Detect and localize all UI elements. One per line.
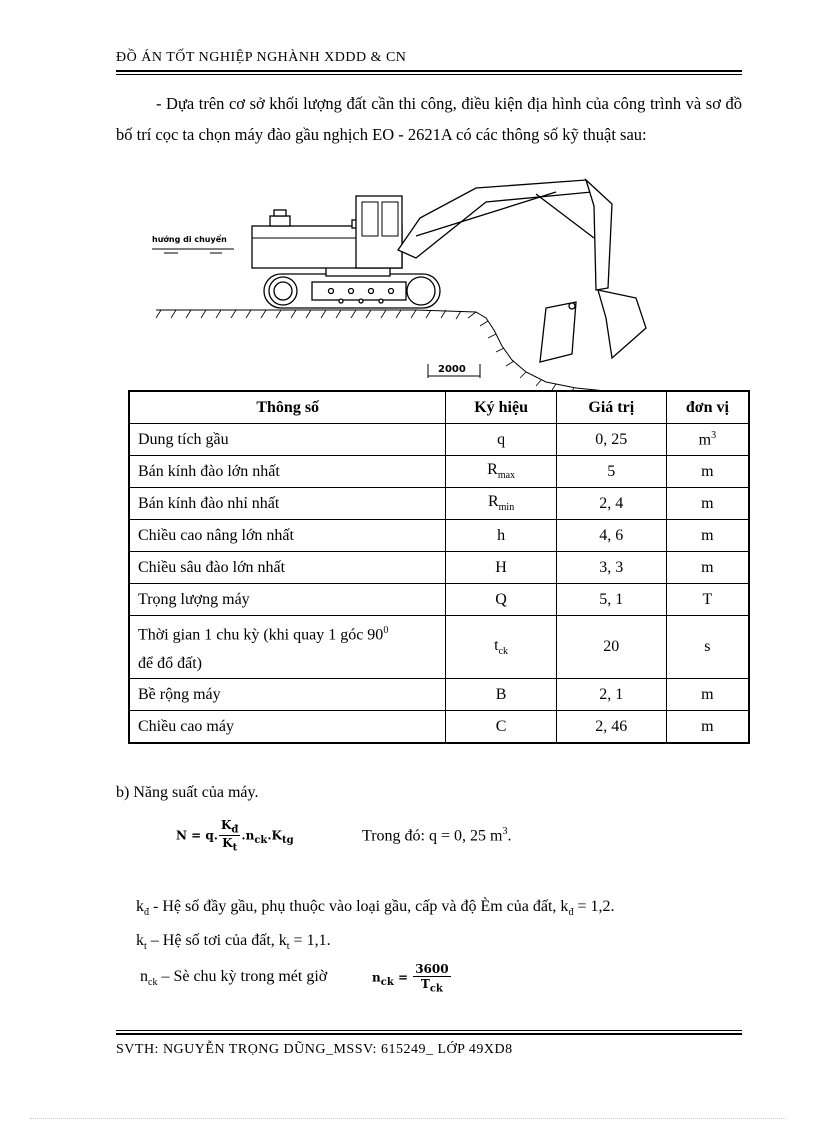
param-symbol: Q	[446, 584, 556, 616]
table-row	[129, 616, 749, 679]
param-symbol: B	[446, 679, 556, 711]
param-value: 5, 1	[556, 584, 666, 616]
table-row	[129, 456, 749, 488]
productivity-formula: N = q. $\frac{K_đ}{K_t}$ $.n_{ck}.K_{tg}$	[176, 818, 294, 854]
param-unit: T	[666, 584, 749, 616]
table-row	[129, 711, 749, 744]
header-symbol: Ký hiệu	[446, 391, 556, 424]
dimension-label: 2000	[438, 364, 466, 375]
param-unit: m	[666, 711, 749, 744]
formula-where: Trong đó: q = 0, 25 $m^3$.	[362, 826, 512, 845]
intro-paragraph	[116, 88, 742, 150]
param-name: Bán kính đào nhỉ nhất	[129, 488, 446, 520]
param-unit: m	[666, 456, 749, 488]
page-footer: SVTH: NGUYỄN TRỌNG DŨNG_MSSV: 615249_ LỚP 49XD8	[116, 1042, 513, 1057]
param-symbol: $R_{max}$	[446, 456, 556, 488]
param-name: Trọng lượng máy	[129, 584, 446, 616]
ground	[156, 310, 656, 396]
param-value: 2, 46	[556, 711, 666, 744]
param-symbol: $R_{min}$	[446, 488, 556, 520]
param-unit: $m^3$	[666, 424, 749, 456]
param-symbol: C	[446, 711, 556, 744]
param-value: 4, 6	[556, 520, 666, 552]
excavator-boom	[398, 180, 646, 362]
param-value: 2, 4	[556, 488, 666, 520]
table-row	[129, 488, 749, 520]
definition-nck: $n_{ck}$ – Sè chu kỳ trong mét giờ	[140, 968, 328, 989]
param-name: Chiều sâu đào lớn nhất	[129, 552, 446, 584]
param-value: 5	[556, 456, 666, 488]
param-value: 2, 1	[556, 679, 666, 711]
param-name: Chiều cao nâng lớn nhất	[129, 520, 446, 552]
excavator-diagram	[116, 178, 756, 396]
param-value: 20	[556, 616, 666, 679]
param-symbol: h	[446, 520, 556, 552]
table-row	[129, 584, 749, 616]
header-rule-thick	[116, 70, 742, 72]
param-name: Bề rộng máy	[129, 679, 446, 711]
direction-label: hướng di chuyển	[152, 235, 227, 244]
header-unit: đơn vị	[666, 391, 749, 424]
param-name: Dung tích gầu	[129, 424, 446, 456]
table-row	[129, 424, 749, 456]
param-symbol: $t_{ck}$	[446, 616, 556, 679]
table-row	[129, 679, 749, 711]
table-row	[129, 552, 749, 584]
excavator-tracks	[264, 274, 440, 308]
section-b-title: b) Năng suất của máy.	[116, 784, 259, 801]
header-value: Giá trị	[556, 391, 666, 424]
param-unit: s	[666, 616, 749, 679]
nck-formula: $n_{ck}$ = $\frac{3600}{T_{ck}}$	[372, 962, 449, 995]
table-row	[129, 520, 749, 552]
page-edge	[30, 1118, 786, 1119]
param-value: 0, 25	[556, 424, 666, 456]
header-rule-thin	[116, 74, 742, 75]
param-unit: m	[666, 552, 749, 584]
excavator-body	[252, 196, 402, 276]
header-parameter: Thông số	[129, 391, 446, 424]
definition-kd: $k_đ$ - Hệ số đầy gầu, phụ thuộc vào loại gầu, cấp và độ Èm của đất, $k_đ = 1,2$.	[136, 898, 615, 919]
param-name: Chiều cao máy	[129, 711, 446, 744]
table-header-row	[129, 391, 749, 424]
footer-rule-thick	[116, 1033, 742, 1035]
param-value: 3, 3	[556, 552, 666, 584]
param-name: Thời gian 1 chu kỳ (khi quay 1 góc $90^0$ để đổ đất)	[129, 616, 446, 679]
page-header: ĐỒ ÁN TỐT NGHIỆP NGHÀNH XDDD & CN	[116, 50, 407, 65]
intro-text: - Dựa trên cơ sở khối lượng đất cần thi công, điều kiện địa hình của công trình và sơ đồ bố trí cọc ta chọn máy đào gầu nghịch EO - 2621A có các thông số kỹ thuật sau:	[116, 94, 742, 144]
param-symbol: q	[446, 424, 556, 456]
footer-rule-thin	[116, 1030, 742, 1031]
param-name: Bán kính đào lớn nhất	[129, 456, 446, 488]
param-unit: m	[666, 520, 749, 552]
param-unit: m	[666, 488, 749, 520]
definition-kt: $k_t$ – Hệ số tơi của đất, $k_t = 1,1$.	[136, 932, 331, 953]
specs-table	[128, 390, 750, 744]
param-unit: m	[666, 679, 749, 711]
param-symbol: H	[446, 552, 556, 584]
